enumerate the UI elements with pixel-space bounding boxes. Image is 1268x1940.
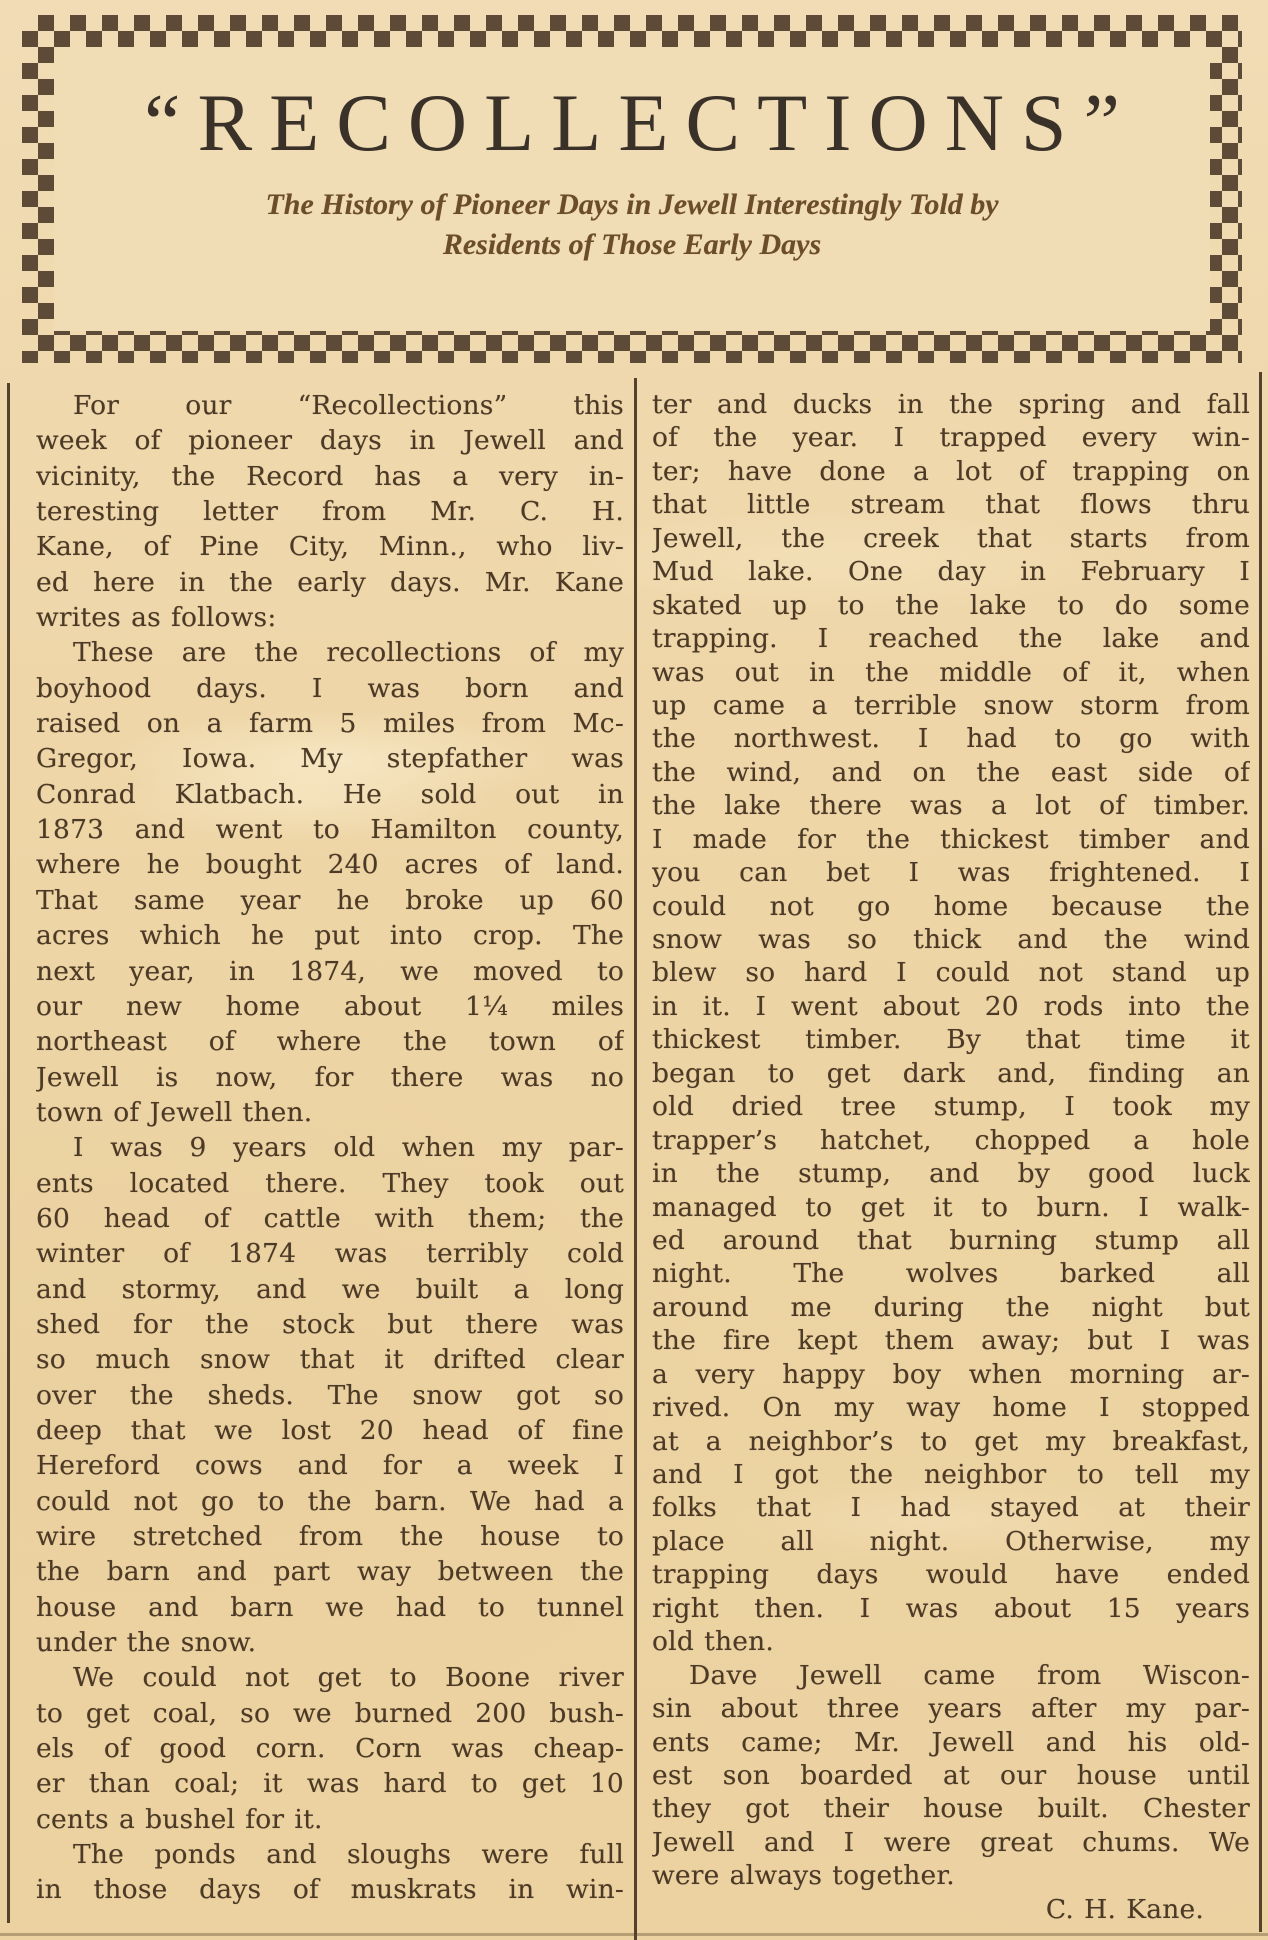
- text-line: trapper’s hatchet, chopped a hole: [652, 1124, 1250, 1156]
- text-line: night. The wolves barked all: [652, 1258, 1250, 1290]
- text-line: where he bought 240 acres of land.: [36, 849, 624, 881]
- text-line: raised on a farm 5 miles from Mc-: [36, 708, 624, 740]
- text-line: est son boarded at our house until: [652, 1759, 1250, 1791]
- text-line: you can bet I was frightened. I: [652, 857, 1250, 889]
- text-line: ed around that burning stump all: [652, 1224, 1250, 1256]
- text-line: could not go home because the: [652, 890, 1250, 922]
- text-line: the lake there was a lot of timber.: [652, 790, 1250, 822]
- text-line: northeast of where the town of: [36, 1026, 624, 1058]
- page-title: “RECOLLECTIONS”: [144, 77, 1137, 168]
- text-line: they got their house built. Chester: [652, 1793, 1250, 1825]
- text-line: snow was so thick and the wind: [652, 924, 1250, 955]
- text-line: The ponds and sloughs were full: [73, 1839, 624, 1871]
- text-line: could not go to the barn. We had a: [36, 1485, 624, 1517]
- text-line: to get coal, so we burned 200 bush-: [36, 1697, 624, 1729]
- text-line: a very happy boy when morning ar-: [652, 1358, 1250, 1390]
- text-line: the barn and part way between the: [36, 1556, 624, 1588]
- text-line: in those days of muskrats in win-: [36, 1874, 624, 1906]
- text-line: house and barn we had to tunnel: [36, 1591, 624, 1623]
- text-line: began to get dark and, finding an: [652, 1057, 1250, 1089]
- text-line: Gregor, Iowa. My stepfather was: [36, 743, 624, 775]
- text-line: the fire kept them away; but I was: [652, 1325, 1250, 1357]
- text-line: 60 head of cattle with them; the: [36, 1202, 624, 1234]
- text-line: teresting letter from Mr. C. H.: [36, 496, 624, 528]
- text-line: our new home about 1¼ miles: [36, 990, 624, 1022]
- text-line: Conrad Klatbach. He sold out in: [36, 778, 624, 810]
- header-checkered-border: [22, 15, 1242, 363]
- text-line: cents a bushel for it.: [36, 1803, 323, 1835]
- text-line: ents located there. They took out: [36, 1167, 624, 1199]
- text-line: of the year. I trapped every win-: [652, 422, 1250, 454]
- column-divider-rule: [634, 378, 637, 1940]
- text-line: ents came; Mr. Jewell and his old-: [652, 1726, 1250, 1758]
- text-line: ed here in the early days. Mr. Kane: [36, 566, 624, 598]
- text-line: shed for the stock but there was: [36, 1308, 624, 1340]
- text-line: wire stretched from the house to: [36, 1521, 624, 1552]
- text-line: These are the recollections of my: [73, 637, 624, 669]
- text-line: trapping days would have ended: [652, 1559, 1250, 1591]
- text-line: in the stump, and by good luck: [652, 1158, 1250, 1190]
- text-line: town of Jewell then.: [36, 1096, 313, 1128]
- subtitle-line-1: The History of Pioneer Days in Jewell Interestingly Told by: [265, 187, 999, 221]
- text-line: place all night. Otherwise, my: [652, 1525, 1250, 1557]
- text-line: 1873 and went to Hamilton county,: [36, 814, 624, 846]
- text-line: Hereford cows and for a week I: [36, 1450, 624, 1482]
- right-column-rule: [1259, 372, 1262, 1932]
- text-line: er than coal; it was hard to get 10: [36, 1768, 624, 1800]
- text-line: week of pioneer days in Jewell and: [36, 425, 624, 457]
- text-line: skated up to the lake to do some: [652, 589, 1250, 621]
- text-line: the wind, and on the east side of: [652, 756, 1250, 788]
- subtitle-line-2: Residents of Those Early Days: [442, 227, 822, 261]
- text-line: winter of 1874 was terribly cold: [36, 1238, 624, 1270]
- text-line: sin about three years after my par-: [652, 1693, 1250, 1725]
- text-line: Jewell is now, for there was no: [36, 1061, 624, 1093]
- text-line: were always together.: [652, 1860, 955, 1892]
- text-line: Dave Jewell came from Wiscon-: [689, 1659, 1250, 1691]
- text-line: in it. I went about 20 rods into the: [652, 990, 1250, 1022]
- text-line: I made for the thickest timber and: [652, 823, 1250, 855]
- text-line: Jewell, the creek that starts from: [652, 522, 1250, 554]
- text-line: That same year he broke up 60: [36, 884, 624, 916]
- text-line: We could not get to Boone river: [73, 1662, 624, 1694]
- text-line: under the snow.: [36, 1627, 257, 1659]
- left-column-rule: [7, 383, 10, 1923]
- text-line: that little stream that flows thru: [652, 489, 1250, 521]
- text-line: thickest timber. By that time it: [652, 1024, 1250, 1056]
- text-line: at a neighbor’s to get my breakfast,: [652, 1425, 1250, 1457]
- text-line: Kane, of Pine City, Minn., who liv-: [36, 531, 624, 563]
- text-line: ter; have done a lot of trapping on: [652, 455, 1250, 487]
- text-line: old then.: [652, 1626, 775, 1658]
- article-column-left: [36, 374, 624, 1908]
- signature-line: C. H. Kane.: [1045, 1893, 1204, 1925]
- text-line: the northwest. I had to go with: [652, 723, 1250, 755]
- text-line: writes as follows:: [36, 602, 277, 634]
- text-line: and I got the neighbor to tell my: [652, 1459, 1250, 1490]
- text-line: els of good corn. Corn was cheap-: [36, 1733, 624, 1765]
- text-line: Jewell and I were great chums. We: [652, 1826, 1250, 1858]
- text-line: folks that I had stayed at their: [652, 1492, 1250, 1524]
- text-line: and stormy, and we built a long: [36, 1273, 624, 1305]
- text-line: managed to get it to burn. I walk-: [652, 1191, 1250, 1223]
- text-line: around me during the night but: [652, 1291, 1250, 1323]
- text-line: deep that we lost 20 head of fine: [36, 1414, 624, 1446]
- text-line: next year, in 1874, we moved to: [36, 955, 624, 987]
- text-line: blew so hard I could not stand up: [652, 957, 1250, 989]
- text-line: old dried tree stump, I took my: [652, 1091, 1250, 1123]
- text-line: I was 9 years old when my par-: [73, 1132, 624, 1164]
- header-box: [54, 47, 1210, 331]
- article-column-right: [652, 374, 1250, 1926]
- text-line: ter and ducks in the spring and fall: [652, 389, 1250, 420]
- text-line: acres which he put into crop. The: [36, 920, 624, 952]
- bottom-edge-line: [0, 1933, 1268, 1936]
- text-line: so much snow that it drifted clear: [36, 1344, 624, 1376]
- text-line: Mud lake. One day in February I: [652, 556, 1250, 588]
- text-line: rived. On my way home I stopped: [652, 1392, 1250, 1424]
- text-line: vicinity, the Record has a very in-: [36, 460, 624, 492]
- text-line: over the sheds. The snow got so: [36, 1379, 624, 1411]
- text-line: right then. I was about 15 years: [652, 1592, 1250, 1624]
- text-line: For our “Recollections” this: [73, 390, 624, 421]
- text-line: trapping. I reached the lake and: [652, 623, 1250, 655]
- text-line: up came a terrible snow storm from: [652, 689, 1250, 721]
- text-line: boyhood days. I was born and: [36, 672, 624, 704]
- text-line: was out in the middle of it, when: [652, 656, 1250, 688]
